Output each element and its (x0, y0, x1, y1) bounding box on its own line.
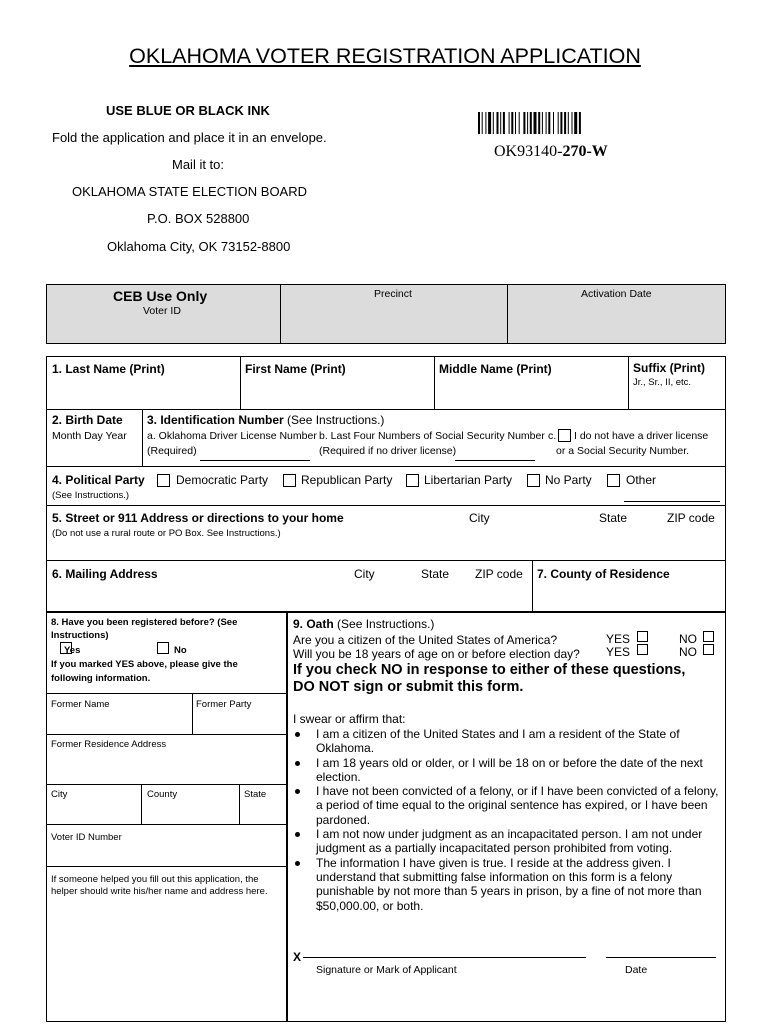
mail-it-to: Mail it to: (172, 157, 225, 172)
fold-instruction: Fold the application and place it in an envelope. (52, 130, 327, 145)
former-county-label: County (147, 789, 178, 800)
suffix-label: Suffix (Print) (633, 361, 705, 375)
citizen-question: Are you a citizen of the United States of America? (293, 633, 558, 647)
home-address-note: (Do not use a rural route or PO Box. See Instructions.) (52, 528, 281, 539)
barcode (478, 112, 630, 134)
party-libertarian-checkbox[interactable] (406, 474, 419, 487)
citizen-no-checkbox[interactable] (703, 631, 714, 642)
political-party-label: 4. Political Party (52, 473, 145, 487)
county-label: 7. County of Residence (537, 567, 670, 581)
helper-name-address-field[interactable] (50, 900, 284, 1018)
mail-address-line-1: OKLAHOMA STATE ELECTION BOARD (72, 184, 308, 199)
home-address-label: 5. Street or 911 Address or directions to your home (52, 511, 344, 525)
last-name-field[interactable] (52, 378, 238, 406)
age-yes-label: YES (606, 645, 631, 659)
oath-statement-citizen: I am a citizen of the United States and I am a resident of the State of Oklahoma. (293, 727, 723, 756)
mailing-state-label: State (421, 567, 450, 581)
ssn-required-note: (Required if no driver license) (319, 445, 457, 457)
party-republican-label: Republican Party (301, 473, 393, 487)
party-republican-checkbox[interactable] (283, 474, 296, 487)
helper-note-2: helper should write his/her name and address here. (51, 886, 268, 897)
party-other-checkbox[interactable] (607, 474, 620, 487)
county-field[interactable] (537, 584, 722, 609)
party-none-label: No Party (545, 473, 592, 487)
identification-label: 3. Identification Number (See Instructions.) (147, 413, 385, 427)
former-city-field[interactable] (50, 802, 138, 822)
driver-license-label: a. Oklahoma Driver License Number (147, 430, 317, 442)
oath-statements (293, 727, 723, 913)
swear-affirm: I swear or affirm that: (293, 712, 406, 726)
birth-date-field[interactable] (50, 444, 140, 464)
home-zip-label: ZIP code (667, 511, 715, 525)
helper-note: If someone helped you fill out this application, the (51, 874, 259, 885)
suffix-hint: Jr., Sr., II, etc. (633, 377, 692, 388)
prior-no-checkbox[interactable] (157, 642, 169, 654)
party-democratic-label: Democratic Party (176, 473, 269, 487)
prior-note-2: following information. (51, 673, 151, 684)
party-other-field[interactable] (624, 501, 720, 502)
prior-note: If you marked YES above, please give the (51, 659, 238, 670)
oath-label: 9. Oath (See Instructions.) (293, 617, 435, 631)
party-libertarian-label: Libertarian Party (424, 473, 513, 487)
citizen-no-label: NO (679, 632, 697, 646)
age-no-checkbox[interactable] (703, 644, 714, 655)
prior-yes-label: Yes (64, 645, 81, 656)
ink-instruction: USE BLUE OR BLACK INK (106, 103, 270, 118)
mailing-address-label: 6. Mailing Address (52, 567, 158, 581)
birth-date-label: 2. Birth Date (52, 413, 123, 427)
middle-name-label: Middle Name (Print) (439, 362, 552, 376)
home-state-label: State (599, 511, 628, 525)
warning-line-1: If you check NO in response to either of these questions, (293, 662, 686, 678)
former-party-label: Former Party (196, 699, 252, 710)
signature-x-mark: X (293, 950, 302, 964)
oath-statement-truth: The information I have given is true. I reside at the address given. I understand that submitting false information on this form is a felony punishable by not more than 5 years in prison, by a fine of not more than $50,000.00, or both. (293, 856, 723, 913)
former-state-label: State (244, 789, 267, 800)
home-address-field[interactable] (50, 540, 722, 558)
former-address-label: Former Residence Address (51, 739, 167, 750)
prior-registration-question: 8. Have you been registered before? (See (51, 617, 238, 628)
mailing-address-field[interactable] (50, 584, 528, 609)
ceb-voter-id-label: Voter ID (143, 305, 181, 317)
mail-address-line-3: Oklahoma City, OK 73152-8800 (107, 239, 291, 254)
prior-registration-question-2: Instructions) (51, 630, 109, 641)
middle-name-field[interactable] (439, 378, 625, 406)
first-name-label: First Name (Print) (245, 362, 346, 376)
prior-no-label: No (174, 645, 187, 656)
political-party-note: (See Instructions.) (52, 490, 130, 501)
first-name-field[interactable] (245, 378, 431, 406)
driver-license-field[interactable] (200, 460, 310, 461)
birth-date-format: Month Day Year (52, 430, 127, 442)
former-name-label: Former Name (51, 699, 110, 710)
warning-line-2: DO NOT sign or submit this form. (293, 679, 524, 695)
signature-line[interactable] (303, 957, 586, 958)
no-id-label: I do not have a driver license (574, 430, 709, 442)
driver-license-required: (Required) (147, 445, 197, 457)
oath-statement-age: I am 18 years old or older, or I will be 18 on or before the date of the next election. (293, 756, 723, 785)
date-label: Date (625, 964, 648, 976)
oath-statement-felony: I have not been convicted of a felony, or if I have been convicted of a felony, a period of time equal to the original sentence has expired, or I have been pardoned. (293, 784, 723, 827)
age-no-label: NO (679, 645, 697, 659)
party-democratic-checkbox[interactable] (157, 474, 170, 487)
ssn-label: b. Last Four Numbers of Social Security Number (319, 430, 545, 442)
former-party-field[interactable] (196, 712, 284, 732)
age-yes-checkbox[interactable] (637, 644, 648, 655)
former-voter-id-label: Voter ID Number (51, 832, 122, 843)
ceb-activation-label: Activation Date (581, 288, 652, 300)
suffix-field[interactable] (633, 390, 723, 407)
former-voter-id-field[interactable] (50, 845, 284, 865)
citizen-yes-checkbox[interactable] (637, 631, 648, 642)
ceb-precinct-label: Precinct (374, 288, 412, 300)
form-code: OK93140-270-W (494, 143, 608, 160)
former-county-field[interactable] (145, 802, 237, 822)
form-title: OKLAHOMA VOTER REGISTRATION APPLICATION (129, 44, 641, 68)
former-city-label: City (51, 789, 68, 800)
age-question: Will you be 18 years of age on or before election day? (293, 647, 580, 661)
mailing-city-label: City (354, 567, 375, 581)
former-address-field[interactable] (50, 752, 284, 782)
ceb-title: CEB Use Only (113, 288, 208, 304)
date-line[interactable] (606, 957, 716, 958)
no-id-checkbox[interactable] (558, 429, 571, 442)
home-city-label: City (469, 511, 490, 525)
mail-address-line-2: P.O. BOX 528800 (147, 211, 250, 226)
no-id-label-2: or a Social Security Number. (556, 445, 690, 457)
signature-label: Signature or Mark of Applicant (316, 964, 457, 976)
former-state-field[interactable] (243, 802, 285, 822)
former-name-field[interactable] (50, 712, 190, 732)
party-none-checkbox[interactable] (527, 474, 540, 487)
citizen-yes-label: YES (606, 632, 631, 646)
party-other-label: Other (626, 473, 657, 487)
no-id-prefix: c. (548, 430, 557, 442)
oath-statement-capacity: I am not now under judgment as an incapacitated person. I am not under judgment as a partially incapacitated person prohibited from voting. (293, 827, 723, 856)
mailing-zip-label: ZIP code (475, 567, 523, 581)
ssn-field[interactable] (455, 460, 535, 461)
last-name-label: 1. Last Name (Print) (52, 362, 165, 376)
